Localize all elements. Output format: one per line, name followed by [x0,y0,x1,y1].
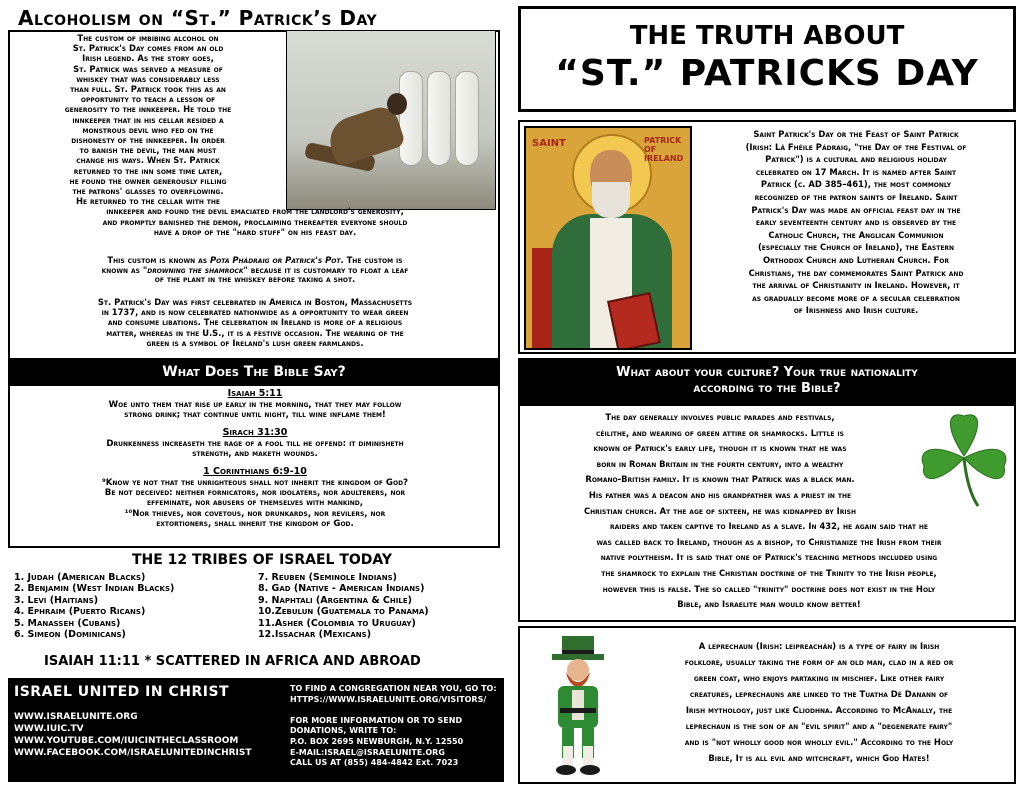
custom-paragraph [12,256,498,285]
verse-ref: 1 Corinthians 6:9-10 [203,465,307,477]
culture-line: raiders and taken captive to Ireland as a slave. In 432, he again said that he [610,521,928,532]
culture-line: Romano-British family. It is known that Patrick was a black man. [585,474,855,485]
patrick-line: Patrick's Day was made an official feast day in the [751,204,961,215]
saint-patrick-icon [524,126,692,350]
icon-label-left: SAINT [532,138,566,149]
alcoholism-title: Alcoholism on “St.” Patrick’s Day [18,6,378,30]
verse-ref: Isaiah 5:11 [227,388,283,399]
tribe-item: 2. Benjamin (West Indian Blacks) [14,583,175,595]
patrick-line: Saint Patrick's Day or the Feast of Saint Patrick [753,129,959,139]
tribe-item: 12.Issachar (Mexicans) [258,629,372,640]
legend-line: St. Patrick's Day comes from an old [72,43,224,54]
leprechaun-line: Irish mythology, just like Cliodhna. According to McAnally, the [685,705,953,715]
leprechaun-line: A leprechaun (Irish: leipreachán) is a type of fairy in Irish [698,641,940,651]
leprechaun-line: green coat, who enjoys partaking in mischief. Like other fairy [693,673,945,683]
tribe-item: 8. Gad (Native - American Indians) [258,583,425,595]
iuic-link: WWW.FACEBOOK.COM/ISRAELUNITEDINCHRIST [14,748,252,758]
tribe-item: 1. Judah (American Blacks) [14,572,146,583]
icon-label-right: PATRICK OF IRELAND [644,136,684,163]
patrick-line: Patrick (c. AD 385–461), the most commonly [760,179,952,190]
legend-line: innkeeper and found the devil emaciated from the landlord's generosity, [106,206,404,217]
culture-header-line1: What about your culture? Your true nationality [616,365,918,380]
patrick-line: celebrated on 17 March. It is named after Saint [755,166,957,177]
legend-line: whiskey that was considerably less [76,73,220,84]
iuic-title: ISRAEL UNITED IN CHRIST [14,684,230,700]
leprechaun-line: folklore, usually taking the form of an old man, clad in a red or [684,657,954,667]
patrick-line: Orthodox Church and Lutheran Church. For [763,254,949,265]
tribes-title: THE 12 TRIBES OF ISRAEL TODAY [131,552,393,568]
legend-line: opportunity to teach a lesson of [80,94,216,105]
iuic-link: WWW.ISRAELUNITE.ORG [14,712,138,722]
culture-box [518,404,1016,622]
urinal-1 [399,71,423,166]
legend-line: to banish the devil, the man must [79,145,217,156]
america-line: matter, whereas in the U.S., it is a festive occasion. The wearing of the [106,327,404,338]
patrick-line: Catholic Church, the Anglican Communion [768,229,944,240]
legend-line: the patrons' glasses to overflowing. [72,186,224,196]
urinal-photo [286,30,496,210]
iuic-info-line: FOR MORE INFORMATION OR TO SEND [290,715,463,725]
tribe-item: 11.Asher (Colombia to Uruguay) [258,617,416,629]
legend-line: Irish legend. As the story goes, [82,53,214,64]
iuic-link: WWW.YOUTUBE.COM/IUICINTHECLASSROOM [14,736,239,746]
legend-line: than full. St. Patrick took this as an [70,84,226,94]
culture-line: the shamrock to explain the Christian doctrine of the Trinity to the Irish people, [601,568,937,578]
man-head [387,93,407,115]
leprechaun-line: and is "not wholly good nor wholly evil." According to the Holy [684,737,954,747]
truth-title-line1: THE TRUTH ABOUT [629,21,905,51]
tribe-item: 9. Naphtali (Argentina & Chile) [258,594,412,606]
leprechaun-text [626,638,1012,766]
patrick-box [518,120,1016,354]
legend-line: dishonesty of the innkeeper. In order [71,135,225,145]
verse-line: Be not deceived: neither fornicators, nor idolaters, nor adulterers, nor [104,488,406,498]
tribe-item: 6. Simeon (Dominicans) [14,629,126,640]
legend-line: He returned to the cellar with the [75,196,220,207]
america-line: in 1737, and is now celebrated nationwide as a opportunity to wear green [101,307,409,318]
patrick-line: (Irish: Lá Fhéile Pádraig, "the Day of the Festival of [745,141,967,152]
leprechaun-illustration [532,634,624,778]
culture-line: céilithe, and wearing of green attire or shamrocks. Little is [596,427,844,438]
legend-line: St. Patrick was served a measure of [73,63,223,74]
legend-line: innkeeper that in his cellar resided a [72,114,224,125]
isaiah-scattered: ISAIAH 11:11 * SCATTERED IN AFRICA AND ABROAD [44,654,421,669]
iuic-info-line: TO FIND A CONGREGATION NEAR YOU, GO TO: [290,684,497,693]
urinal-2 [427,71,451,166]
culture-line: Bible, and Israelite man would know better! [677,599,861,610]
verse-line: extortioners, shall inherit the kingdom of God. [156,519,354,530]
custom-name: Pota Phádraig or Patrick's Pot [209,255,341,265]
custom-line3: of the plant in the whiskey before taking a shot. [154,274,356,285]
patrick-line: (especially the Church of Ireland), the Eastern [757,242,955,253]
culture-line: The day generally involves public parades and festivals, [605,412,835,422]
iuic-info-line: CALL US AT (855) 484-4842 Ext. 7023 [290,758,459,768]
leprechaun-line: Bible, It is all evil and witchcraft, which God Hates! [708,753,930,763]
america-line: and consume libations. The celebration in Ireland is more of a religious [107,317,403,328]
custom-line2-rest: because it is customary to float a leaf [247,264,409,275]
truth-title-line2: “ST.” PATRICKS DAY [555,53,979,94]
america-line: green is a symbol of Ireland's lush green farmlands. [146,337,364,348]
culture-line: however this is false. The so called "trinity" doctrine does not exist in the Holy [602,583,936,594]
culture-header-line2: according to the Bible? [693,381,841,396]
leprechaun-line: creatures, leprechauns are linked to the Tuatha Dé Danann of [689,689,949,699]
culture-line: Christian church. At the age of sixteen, he was kidnapped by Irish [584,505,856,516]
verse-line: effeminate, nor abusers of themselves with mankind, [146,498,363,509]
custom-line2-prefix: known as [101,264,143,275]
patrick-line: the arrival of Christianity in Ireland. However, it [752,280,960,291]
patrick-line: of Irishness and Irish culture. [793,305,919,316]
patrick-text [700,128,1012,317]
custom-mid: . The custom is [340,255,403,265]
custom-prefix: This custom is known as [107,255,210,265]
verse-line: Woe unto them that rise up early in the morning, that they may follow [108,400,402,410]
truth-title-box [518,6,1016,112]
legend-line: change his ways. When St. Patrick [76,155,220,166]
drowning-shamrock: "drowning the shamrock" [142,264,248,275]
iuic-info-line: E-MAIL:ISRAEL@ISRAELUNITE.ORG [290,747,445,757]
culture-line: His father was a deacon and his grandfather was a priest in the [588,490,852,500]
verse-line: ¹⁰Nor thieves, nor covetous, nor drunkards, nor revilers, nor [124,508,386,519]
patrick-line: early seventeenth century and is observed by the [755,217,957,228]
shamrock-icon [914,406,1014,510]
bible-header: What Does The Bible Say? [8,360,500,384]
iuic-info-line: P.O. BOX 2695 NEWBURGH, N.Y. 12550 [290,737,464,746]
legend-line: he found the owner generously filling [69,175,227,186]
legend-line: generosity to the innkeeper. He told the [64,104,232,115]
tribe-item: 5. Manasseh (Cubans) [14,617,121,629]
beard [592,182,630,218]
tribe-item: 4. Ephraim (Puerto Ricans) [14,606,146,618]
patrick-line: Patrick") is a cultural and religious holiday [765,154,947,165]
iuic-box [8,678,504,782]
iuic-info-line: HTTPS://WWW.ISRAELUNITE.ORG/VISITORS/ [290,694,487,704]
patrick-line: as gradually become more of a secular celebration [752,292,960,303]
urinal-3 [455,71,479,166]
verse-line: ⁹Know ye not that the unrighteous shall not inherit the kingdom of God? [101,477,409,488]
legend-line: returned to the inn some time later, [73,165,223,176]
verse-line: Drunkenness increaseth the rage of a fool till he offend: it diminisheth [106,438,404,449]
patrick-line: Christians, the day commemorates Saint Patrick and [748,267,964,278]
legend-line: monstrous devil who fed on the [82,124,214,135]
culture-line: born in Roman Britain in the fourth century, into a wealthy [596,458,844,469]
legend-line: and promptly banished the demon, proclaiming thereafter everyone should [102,216,408,227]
tribe-item: 10.Zebulun (Guatemala to Panama) [258,606,429,618]
culture-line: was called back to Ireland, though as a bishop, to Christianize the Irish from their [596,536,942,547]
culture-line: native polytheism. It is said that one of Patrick's teaching methods included using [600,552,938,563]
legend-line: The custom of imbibing alcohol on [77,33,219,43]
legend-line: have a drop of the "hard stuff" on his feast day. [153,226,357,237]
verse-ref: Sirach 31:30 [222,426,288,438]
culture-line: known of Patrick's early life, though it is known that he was [593,443,847,454]
leprechaun-box [518,626,1016,784]
tribe-item: 3. Levi (Haitians) [14,594,99,606]
leprechaun-line: leprechaun is the son of an "evil spirit" and a "degenerate fairy" [685,721,953,731]
verse-line: strength, and maketh wounds. [192,449,318,460]
verse-line: strong drink; that continue until night, till wine inflame them! [124,410,386,421]
patrick-line: recognized of the patron saints of Ireland. Saint [754,191,958,202]
iuic-link: WWW.IUIC.TV [14,724,84,734]
culture-header [518,358,1016,404]
tribe-item: 7. Reuben (Seminole Indians) [258,572,397,583]
america-line: St. Patrick's Day was first celebrated in America in Boston, Massachusetts [97,297,413,307]
iuic-info-line: DONATIONS, WRITE TO: [290,726,397,736]
